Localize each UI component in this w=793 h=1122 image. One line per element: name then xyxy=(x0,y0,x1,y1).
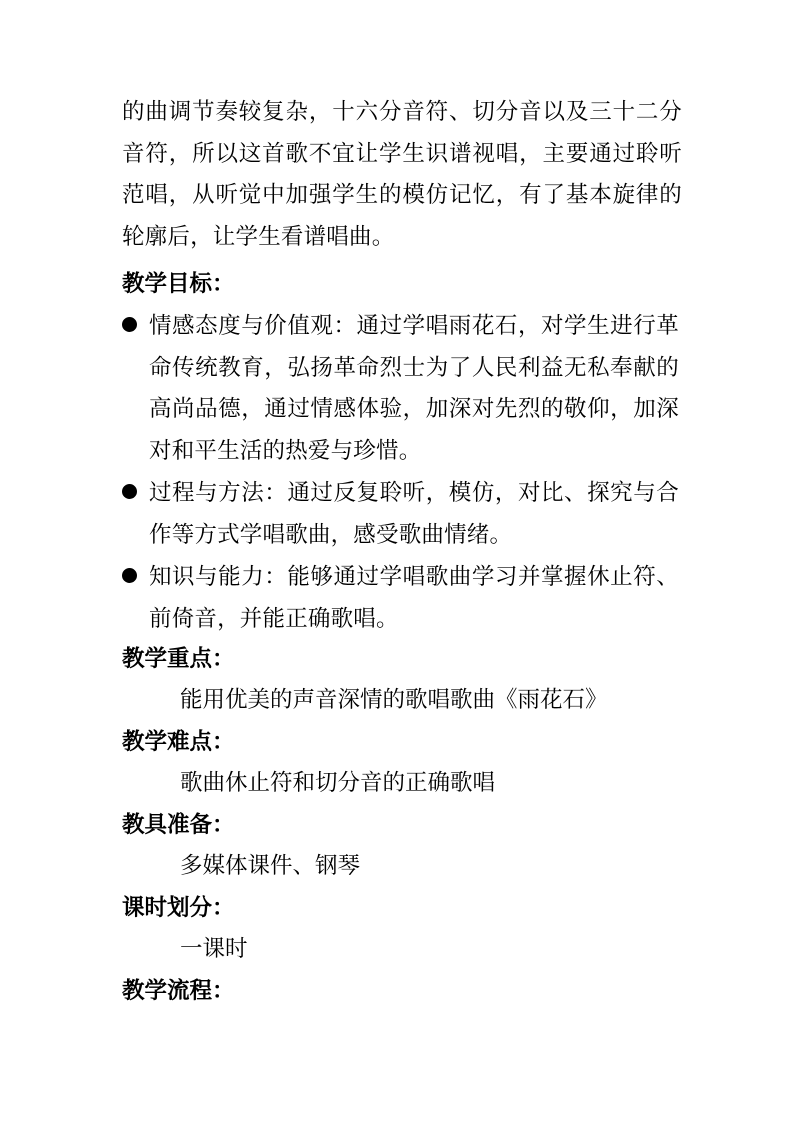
objective-text: 知识与能力：能够通过学唱歌曲学习并掌握休止符、前倚音，并能正确歌唱。 xyxy=(149,564,679,632)
objective-text: 过程与方法：通过反复聆听，模仿，对比、探究与合作等方式学唱歌曲，感受歌曲情绪。 xyxy=(149,480,679,548)
difficulties-content: 歌曲休止符和切分音的正确歌唱 xyxy=(180,770,496,796)
schedule-content: 一课时 xyxy=(180,936,248,962)
difficulties-heading: 教学难点： xyxy=(122,729,235,755)
intro-paragraph: 的曲调节奏较复杂，十六分音符、切分音以及三十二分音符，所以这首歌不宜让学生识谱视唱，主要通过聆听范唱，从听觉中加强学生的模仿记忆，有了基本旋律的轮廓后，让学生看谱唱曲。 xyxy=(122,99,682,250)
key-points-heading: 教学重点： xyxy=(122,646,235,672)
objectives-heading: 教学目标： xyxy=(122,271,235,297)
process-heading: 教学流程： xyxy=(122,978,235,1004)
materials-content: 多媒体课件、钢琴 xyxy=(180,853,361,879)
schedule-heading: 课时划分： xyxy=(122,895,235,921)
key-points-content: 能用优美的声音深情的歌唱歌曲《雨花石》 xyxy=(180,687,608,713)
bullet-dot-icon xyxy=(122,484,137,499)
materials-heading: 教具准备： xyxy=(122,812,235,838)
bullet-dot-icon xyxy=(122,317,137,332)
objective-text: 情感态度与价值观：通过学唱雨花石，对学生进行革命传统教育，弘扬革命烈士为了人民利益无私奉献的高尚品德，通过情感体验，加深对先烈的敬仰，加深对和平生活的热爱与珍惜。 xyxy=(149,313,679,464)
bullet-dot-icon xyxy=(122,568,137,583)
